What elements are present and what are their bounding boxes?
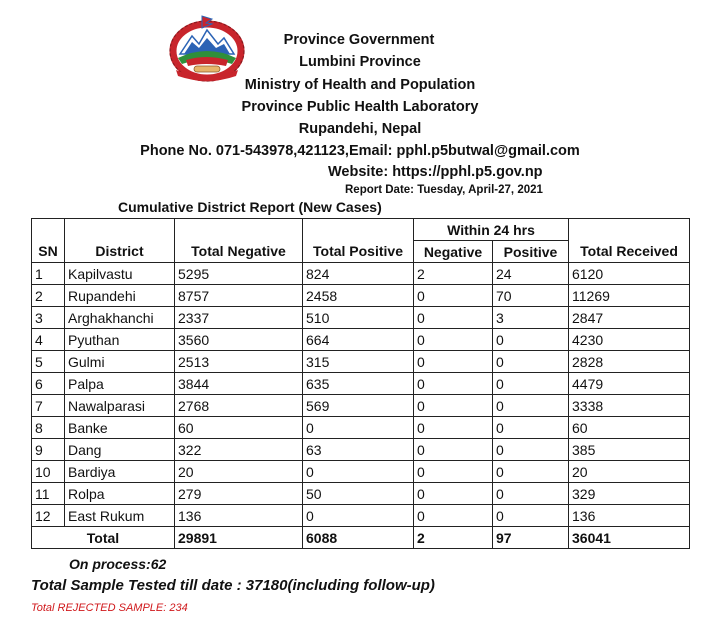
cell-sn: 10 <box>32 461 65 483</box>
cell-district: Gulmi <box>65 351 175 373</box>
report-title: Cumulative District Report (New Cases) <box>118 199 382 215</box>
cell-negative: 0 <box>414 461 493 483</box>
cell-total-positive: 315 <box>303 351 414 373</box>
cell-total-negative: 3560 <box>175 329 303 351</box>
table-row <box>32 439 690 461</box>
cell-total-negative: 2768 <box>175 395 303 417</box>
cell-total-received: 11269 <box>569 285 690 307</box>
cell-total-received: 60 <box>569 417 690 439</box>
header-province-name: Lumbini Province <box>299 54 421 70</box>
cell-total-received: 20 <box>569 461 690 483</box>
cell-sn: 3 <box>32 307 65 329</box>
district-report-table <box>31 218 690 549</box>
cell-total-received: 136 <box>569 505 690 527</box>
cell-total-positive: 0 <box>303 461 414 483</box>
cell-positive: 0 <box>493 351 569 373</box>
cell-sn: 12 <box>32 505 65 527</box>
table-row <box>32 461 690 483</box>
cell-total-negative: 3844 <box>175 373 303 395</box>
col-header-total-positive: Total Positive <box>303 219 414 263</box>
cell-total-negative: 2337 <box>175 307 303 329</box>
on-process-count: On process:62 <box>69 556 167 572</box>
cell-negative: 0 <box>414 395 493 417</box>
table-row <box>32 329 690 351</box>
cell-positive: 0 <box>493 395 569 417</box>
cell-total-negative: 279 <box>175 483 303 505</box>
table-row <box>32 417 690 439</box>
cell-total-positive: 664 <box>303 329 414 351</box>
positive-24h-sum: 97 <box>493 527 569 549</box>
cell-total-negative: 2513 <box>175 351 303 373</box>
cell-negative: 0 <box>414 285 493 307</box>
total-label: Total <box>32 527 175 549</box>
cell-positive: 24 <box>493 263 569 285</box>
table-row <box>32 285 690 307</box>
cell-positive: 0 <box>493 505 569 527</box>
cell-total-received: 3338 <box>569 395 690 417</box>
cell-negative: 0 <box>414 483 493 505</box>
cell-total-received: 4230 <box>569 329 690 351</box>
col-header-sn: SN <box>32 219 65 263</box>
cell-positive: 0 <box>493 329 569 351</box>
table-row <box>32 263 690 285</box>
cell-total-negative: 322 <box>175 439 303 461</box>
header-location: Rupandehi, Nepal <box>298 121 422 137</box>
cell-total-received: 329 <box>569 483 690 505</box>
header-province-government: Province Government <box>283 32 435 48</box>
cell-total-positive: 0 <box>303 505 414 527</box>
cell-district: Arghakhanchi <box>65 307 175 329</box>
cell-district: Banke <box>65 417 175 439</box>
cell-total-positive: 0 <box>303 417 414 439</box>
cell-total-received: 6120 <box>569 263 690 285</box>
cell-district: Pyuthan <box>65 329 175 351</box>
cell-negative: 0 <box>414 351 493 373</box>
table-row <box>32 505 690 527</box>
negative-24h-sum: 2 <box>414 527 493 549</box>
cell-total-negative: 5295 <box>175 263 303 285</box>
table-row <box>32 395 690 417</box>
cell-negative: 2 <box>414 263 493 285</box>
cell-negative: 0 <box>414 307 493 329</box>
cell-sn: 9 <box>32 439 65 461</box>
total-rejected-sample: Total REJECTED SAMPLE: 234 <box>31 602 188 614</box>
cell-total-received: 4479 <box>569 373 690 395</box>
cell-district: East Rukum <box>65 505 175 527</box>
col-header-district: District <box>65 219 175 263</box>
cell-sn: 7 <box>32 395 65 417</box>
total-negative-sum: 29891 <box>175 527 303 549</box>
cell-total-received: 2828 <box>569 351 690 373</box>
cell-positive: 70 <box>493 285 569 307</box>
table-row <box>32 373 690 395</box>
col-header-negative: Negative <box>414 241 493 263</box>
col-header-total-received: Total Received <box>569 219 690 263</box>
cell-district: Rupandehi <box>65 285 175 307</box>
cell-negative: 0 <box>414 439 493 461</box>
total-sample-tested: Total Sample Tested till date : 37180(including follow-up) <box>31 577 435 594</box>
header-laboratory: Province Public Health Laboratory <box>241 99 479 115</box>
cell-sn: 5 <box>32 351 65 373</box>
cell-sn: 4 <box>32 329 65 351</box>
cell-negative: 0 <box>414 329 493 351</box>
cell-total-positive: 824 <box>303 263 414 285</box>
col-header-positive: Positive <box>493 241 569 263</box>
table-row <box>32 307 690 329</box>
cell-district: Palpa <box>65 373 175 395</box>
total-positive-sum: 6088 <box>303 527 414 549</box>
cell-total-received: 2847 <box>569 307 690 329</box>
cell-district: Kapilvastu <box>65 263 175 285</box>
cell-positive: 3 <box>493 307 569 329</box>
header-ministry: Ministry of Health and Population <box>244 77 476 93</box>
cell-district: Rolpa <box>65 483 175 505</box>
col-header-total-negative: Total Negative <box>175 219 303 263</box>
cell-positive: 0 <box>493 417 569 439</box>
table-row <box>32 483 690 505</box>
total-row <box>32 527 690 549</box>
cell-sn: 11 <box>32 483 65 505</box>
cell-negative: 0 <box>414 505 493 527</box>
cell-negative: 0 <box>414 373 493 395</box>
cell-sn: 2 <box>32 285 65 307</box>
cell-total-negative: 136 <box>175 505 303 527</box>
cell-total-positive: 510 <box>303 307 414 329</box>
cell-total-positive: 569 <box>303 395 414 417</box>
report-date: Report Date: Tuesday, April-27, 2021 <box>345 184 543 196</box>
cell-positive: 0 <box>493 439 569 461</box>
cell-district: Bardiya <box>65 461 175 483</box>
cell-sn: 1 <box>32 263 65 285</box>
cell-total-negative: 8757 <box>175 285 303 307</box>
cell-total-positive: 50 <box>303 483 414 505</box>
header-contact: Phone No. 071-543978,421123,Email: pphl.p5butwal@gmail.com <box>140 143 580 159</box>
cell-district: Nawalparasi <box>65 395 175 417</box>
cell-sn: 8 <box>32 417 65 439</box>
total-received-sum: 36041 <box>569 527 690 549</box>
cell-total-positive: 2458 <box>303 285 414 307</box>
cell-total-negative: 60 <box>175 417 303 439</box>
cell-positive: 0 <box>493 483 569 505</box>
cell-positive: 0 <box>493 461 569 483</box>
cell-total-received: 385 <box>569 439 690 461</box>
cell-positive: 0 <box>493 373 569 395</box>
col-group-within-24hrs: Within 24 hrs <box>414 219 569 241</box>
cell-total-positive: 63 <box>303 439 414 461</box>
cell-sn: 6 <box>32 373 65 395</box>
table-row <box>32 351 690 373</box>
cell-total-positive: 635 <box>303 373 414 395</box>
cell-district: Dang <box>65 439 175 461</box>
cell-negative: 0 <box>414 417 493 439</box>
cell-total-negative: 20 <box>175 461 303 483</box>
header-website: Website: https://pphl.p5.gov.np <box>328 164 543 180</box>
